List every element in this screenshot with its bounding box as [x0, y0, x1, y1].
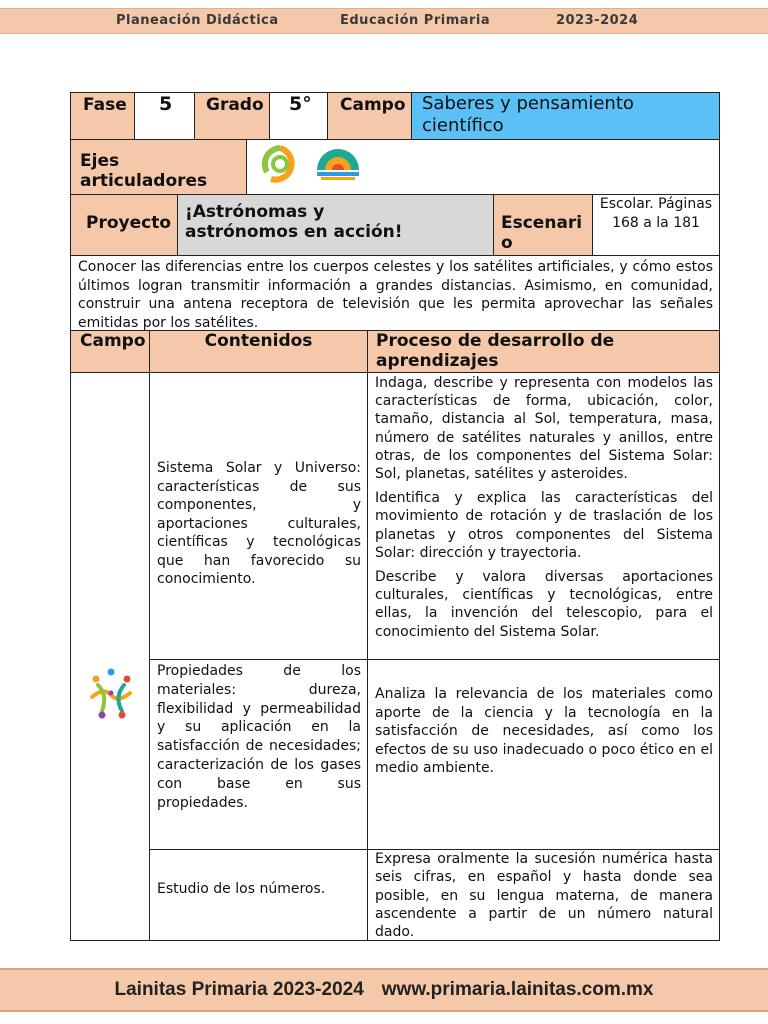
header-year: 2023-2024: [556, 13, 639, 28]
proceso-materiales: Analiza la relevancia de los materiales como aporte de la ciencia y la tecnología en la satisfacción de necesidades, así como los efectos de su uso inadecuado o poco ético en el medio ambiente.: [367, 659, 720, 850]
fase-value: 5: [134, 92, 195, 140]
grado-label: Grado: [194, 92, 270, 140]
project-description: Conocer las diferencias entre los cuerpos celestes y los satélites artificiales, y cómo estos últimos logran transmitir información a grandes distancias. Asimismo, en comunidad, construir una antena receptora de televisión que les permita aprovechar las señales emitidas por los satélites.: [70, 255, 720, 331]
contenido-sistema-solar: Sistema Solar y Universo: características de sus componentes, y aportaciones culturales, científicas y tecnológicas que han favorecido su conocimiento.: [149, 372, 368, 660]
ejes-icons: [246, 139, 720, 195]
footer-brand: Lainitas Primaria 2023-2024: [114, 979, 364, 1000]
proceso-paragraph: Indaga, describe y representa con modelos las características de forma, ubicación, color, tamaño, distancia al Sol, temperatura, masa, número de satélites naturales y anillos, entre otras, de los componentes del Sistema Solar: Sol, planetas, satélites y asteroides.: [375, 375, 713, 483]
proyecto-label: Proyecto: [70, 194, 178, 256]
vida-saludable-icon: [313, 148, 363, 182]
escenario-value: Escolar. Páginas 168 a la 181: [592, 194, 720, 256]
header-bar: [0, 8, 768, 34]
col-header-contenidos: Contenidos: [149, 330, 368, 373]
ejes-label: Ejes articuladores: [70, 139, 247, 195]
proceso-sistema-solar: [367, 372, 720, 660]
proceso-numeros: Expresa oralmente la sucesión numérica hasta seis cifras, en español y hasta donde sea posible, en su lengua materna, de manera ascendente a partir de un número natural dado.: [367, 849, 720, 941]
col-header-campo: Campo: [70, 330, 150, 373]
campo-label: Campo: [327, 92, 412, 140]
interculturalidad-icon: [261, 145, 299, 185]
fase-label: Fase: [70, 92, 135, 140]
proceso-paragraph: Identifica y explica las características del movimiento de rotación y de traslación de los planetas y otros componentes del Sistema Solar: dirección y trayectoria.: [375, 490, 713, 561]
contenido-numeros: Estudio de los números.: [149, 849, 368, 941]
proyecto-value: ¡Astrónomas y astrónomos en acción!: [177, 194, 494, 256]
saberes-cientificos-icon: [86, 667, 136, 721]
proceso-paragraph: Describe y valora diversas aportaciones culturales, científicas y tecnológicas, entre ellas, la invención del telescopio, para el conocimiento del Sistema Solar.: [375, 569, 713, 640]
contenido-materiales: Propiedades de los materiales: dureza, flexibilidad y permeabilidad y su aplicación en la satisfacción de necesidades; caracterización de los gases con base en sus propiedades.: [149, 659, 368, 850]
footer-url[interactable]: www.primaria.lainitas.com.mx: [381, 979, 654, 1000]
footer-bar: [0, 968, 768, 1012]
header-title: Planeación Didáctica: [116, 13, 279, 28]
campo-value: Saberes y pensamiento científico: [411, 92, 720, 140]
campo-column: [70, 372, 150, 941]
header-level: Educación Primaria: [340, 13, 491, 28]
col-header-proceso: Proceso de desarrollo de aprendizajes: [367, 330, 720, 373]
grado-value: 5°: [269, 92, 328, 140]
escenario-label: Escenario: [493, 194, 593, 256]
